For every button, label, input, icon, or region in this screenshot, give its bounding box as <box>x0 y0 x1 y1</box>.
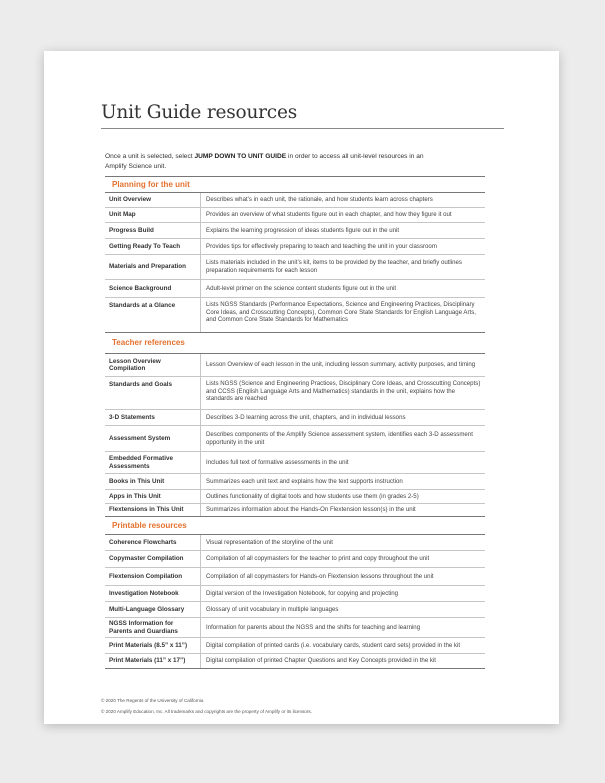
resource-name: NGSS Information for Parents and Guardians <box>105 618 201 637</box>
intro-text-after: in order to access all unit-level resources in an Amplify Science unit. <box>105 153 424 170</box>
page-title: Unit Guide resources <box>101 102 298 123</box>
table-row <box>105 208 485 223</box>
resource-name: Investigation Notebook <box>105 586 201 601</box>
resource-description: Includes full text of formative assessments in the unit <box>206 458 349 466</box>
table-row <box>105 602 485 618</box>
table-row <box>105 223 485 239</box>
resource-name: Books in This Unit <box>105 474 201 489</box>
table-row <box>105 474 485 490</box>
table-row <box>105 586 485 602</box>
intro-text-bold: JUMP DOWN TO UNIT GUIDE <box>194 153 287 160</box>
resource-description-text: Lists NGSS (Science and Engineering Practices, Disciplinary Core Ideas, and Crosscutting Concepts) and CCSS (English Language Arts and Mathematics) standards in the unit, explains how the standards are reached <box>206 380 481 403</box>
table-row <box>105 490 485 504</box>
resource-description: Digital compilation of printed cards (i.e. vocabulary cards, student card sets) provided in the kit <box>206 641 461 649</box>
table-row <box>105 410 485 426</box>
resource-name: Flextension Compilation <box>105 568 201 585</box>
resource-name: Print Materials (8.5” x 11”) <box>105 638 201 653</box>
resource-name: Unit Overview <box>105 193 201 207</box>
resource-name: Copymaster Compilation <box>105 551 201 567</box>
resource-description <box>201 298 485 332</box>
intro-text-before: Once a unit is selected, select <box>105 153 195 160</box>
resource-description: Digital compilation of printed Chapter Questions and Key Concepts provided in the kit <box>206 657 436 665</box>
table-row <box>105 193 485 208</box>
section-heading: Printable resources <box>105 517 485 535</box>
resource-name: Flextensions in This Unit <box>105 504 201 516</box>
resource-description: Compilation of all copymasters for the teacher to print and copy throughout the unit <box>206 555 430 563</box>
table-row <box>105 618 485 638</box>
resource-name: Lesson Overview Compilation <box>105 354 201 376</box>
resource-name: Getting Ready To Teach <box>105 239 201 254</box>
document-page <box>44 51 559 724</box>
resource-description: Provides tips for effectively preparing to teach and teaching the unit in your classroom <box>206 242 437 250</box>
resource-name: Materials and Preparation <box>105 255 201 279</box>
resource-description: Information for parents about the NGSS and the shifts for teaching and learning <box>206 623 421 631</box>
section-planning <box>105 176 485 333</box>
resource-name: Unit Map <box>105 208 201 222</box>
table-row <box>105 638 485 654</box>
resource-description <box>201 377 485 409</box>
resource-description: Glossary of unit vocabulary in multiple languages <box>206 605 339 613</box>
table-row <box>105 426 485 452</box>
table-row <box>105 280 485 298</box>
table-row <box>105 298 485 333</box>
table-row <box>105 377 485 410</box>
table-row <box>105 535 485 551</box>
section-teacher-references <box>105 333 485 517</box>
resource-description: Describes what’s in each unit, the rationale, and how students learn across chapters <box>206 196 433 204</box>
resource-name: Multi-Language Glossary <box>105 602 201 617</box>
resource-description: Provides an overview of what students figure out in each chapter, and how they figure it out <box>206 211 452 219</box>
table-row <box>105 255 485 280</box>
resource-description: Summarizes information about the Hands-On Flextension lesson(s) in the unit <box>206 506 416 514</box>
resource-description: Outlines functionality of digital tools and how students use them (in grades 2-5) <box>206 492 419 500</box>
resource-name: Apps in This Unit <box>105 490 201 503</box>
resource-name: 3-D Statements <box>105 410 201 425</box>
resource-name: Standards at a Glance <box>105 298 201 332</box>
table-row <box>105 568 485 586</box>
table-row <box>105 354 485 377</box>
resource-name: Standards and Goals <box>105 377 201 409</box>
resource-description: Visual representation of the storyline of the unit <box>206 538 333 546</box>
table-row <box>105 239 485 255</box>
resource-description <box>201 255 485 279</box>
resource-description: Digital version of the Investigation Notebook, for copying and projecting <box>206 589 399 597</box>
section-printable-resources <box>105 517 485 669</box>
resource-description-text: Lists materials included in the unit’s kit, items to be provided by the teacher, and briefly outlines preparation requirements for each lesson <box>206 259 462 274</box>
intro-paragraph <box>105 152 435 171</box>
table-row <box>105 504 485 517</box>
resource-description: Adult-level primer on the science content students figure out in the unit <box>206 284 397 292</box>
resource-name: Assessment System <box>105 426 201 451</box>
resource-name: Embedded Formative Assessments <box>105 452 201 473</box>
table-row <box>105 452 485 474</box>
resource-name: Science Background <box>105 280 201 297</box>
copyright-line-1: © 2020 The Regents of the University of California <box>101 698 204 703</box>
resource-description-text: Describes components of the Amplify Science assessment system, identifies each 3-D assessment opportunity in the unit <box>206 430 473 446</box>
table-row <box>105 551 485 568</box>
resource-description: Describes 3-D learning across the unit, chapters, and in individual lessons <box>206 413 406 421</box>
table-row <box>105 654 485 669</box>
section-heading: Teacher references <box>105 333 485 354</box>
resource-description <box>201 426 485 451</box>
resource-name: Progress Build <box>105 223 201 238</box>
resource-description: Compilation of all copymasters for Hands-on Flextension lessons throughout the unit <box>206 572 434 580</box>
resource-name: Print Materials (11” x 17”) <box>105 654 201 668</box>
resource-description-text: Lists NGSS Standards (Performance Expectations, Science and Engineering Practices, Disciplinary Core Ideas, and Crosscutting Concepts), Common Core State Standards for English Language Arts, and Common Core State Standards for Mathematics <box>206 301 476 324</box>
resources-table <box>105 176 485 669</box>
resource-description: Summarizes each unit text and explains how the text supports instruction <box>206 477 403 485</box>
section-heading: Planning for the unit <box>105 177 485 193</box>
copyright-line-2: © 2020 Amplify Education, Inc. All trademarks and copyrights are the property of Amplify or its licensors. <box>101 709 312 714</box>
resource-name: Coherence Flowcharts <box>105 535 201 550</box>
resource-description-text: Lesson Overview of each lesson in the unit, including lesson summary, activity purposes, and timing <box>206 361 476 369</box>
title-divider <box>101 128 504 129</box>
resource-description <box>201 354 485 376</box>
resource-description: Explains the learning progression of ideas students figure out in the unit <box>206 226 400 234</box>
